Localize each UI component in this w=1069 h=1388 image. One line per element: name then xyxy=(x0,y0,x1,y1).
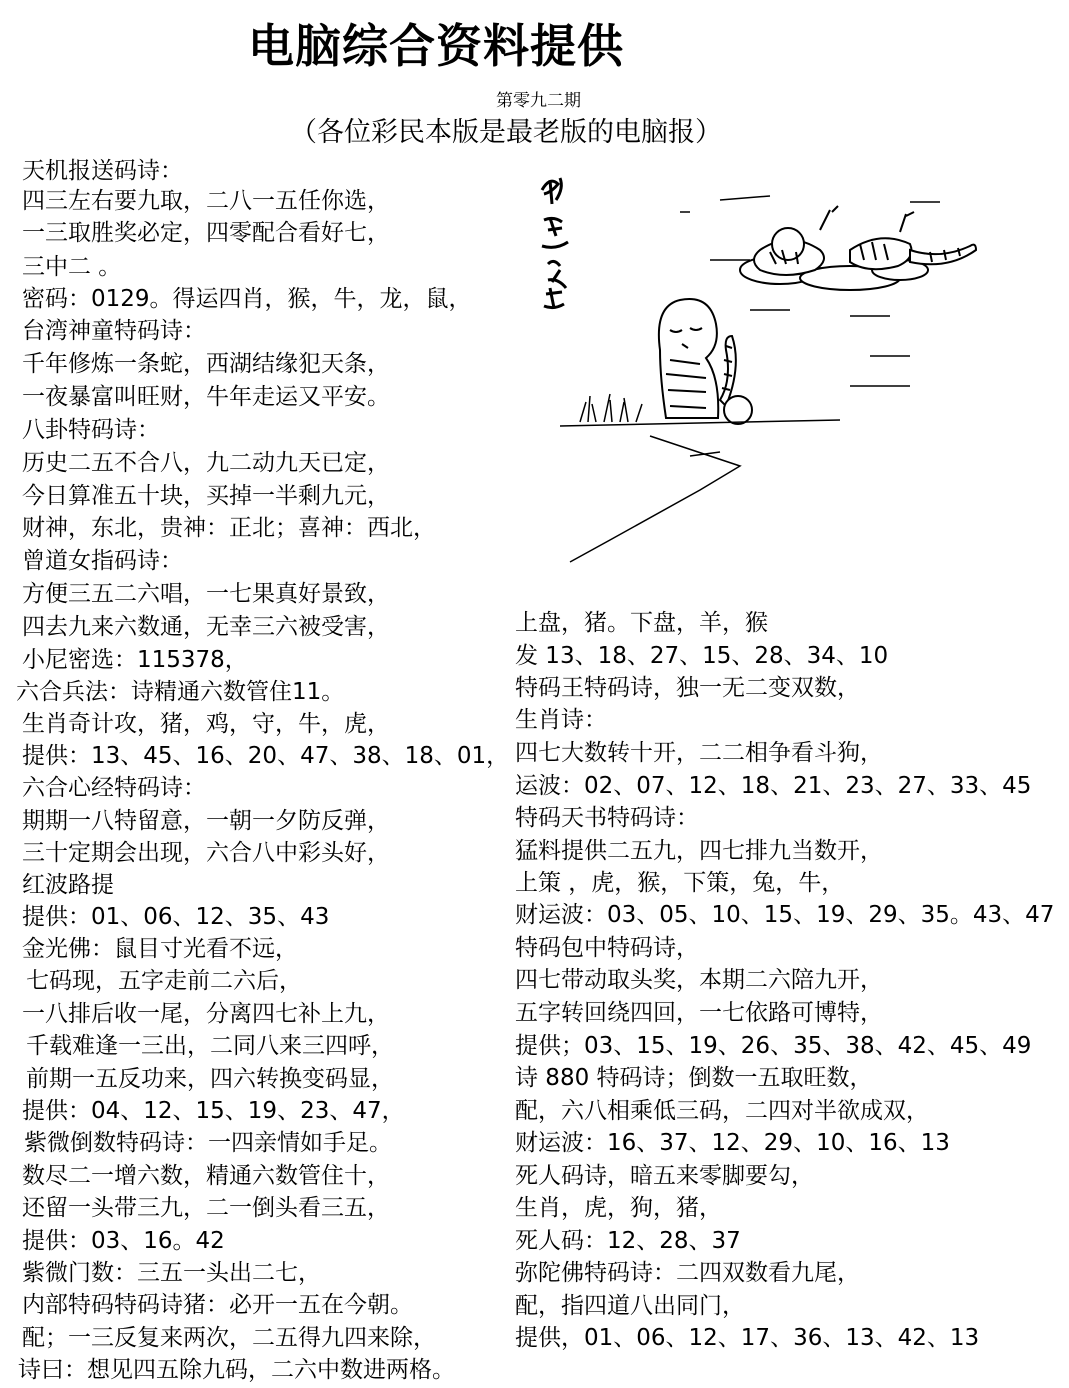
right-line: 死人码诗，暗五来零脚要勾， xyxy=(515,1163,814,1189)
right-line: 上盘，猪。下盘，羊，猴 xyxy=(515,610,768,636)
left-line: 曾道女指码诗： xyxy=(22,548,183,574)
right-line: 生肖，虎，狗，猪， xyxy=(515,1195,722,1221)
left-line: 生肖奇计攻，猪，鸡，守，牛，虎， xyxy=(22,711,390,737)
left-line: 内部特码特码诗猪：必开一五在今朝。 xyxy=(22,1292,413,1318)
left-line: 配；一三反复来两次，二五得九四来除， xyxy=(22,1325,436,1351)
right-line: 弥陀佛特码诗：二四双数看九尾， xyxy=(515,1260,860,1286)
left-line: 台湾神童特码诗： xyxy=(22,318,206,344)
left-line: 四去九来六数通，无幸三六被受害， xyxy=(22,614,390,640)
left-line: 数尽二一增六数，精通六数管住十， xyxy=(22,1163,390,1189)
left-line: 诗曰：想见四五除九码，二六中数进两格。 xyxy=(18,1357,455,1383)
right-line: 上策 ，虎，猴，下策，兔，牛， xyxy=(515,870,845,896)
right-line: 五字转回绕四回，一七依路可博特， xyxy=(515,1000,883,1026)
right-line: 运波：02、07、12、18、21、23、27、33、45 xyxy=(515,773,1032,799)
left-line: 密码：0129。得运四肖，猴，牛，龙，鼠， xyxy=(22,286,472,312)
right-line: 特码王特码诗，独一无二变双数， xyxy=(515,675,860,701)
left-line: 财神，东北，贵神：正北；喜神：西北， xyxy=(22,515,436,541)
left-line: 紫微门数：三五一头出二七， xyxy=(22,1260,321,1286)
right-line: 死人码：12、28、37 xyxy=(515,1228,741,1254)
left-line: 一八排后收一尾，分离四七补上九， xyxy=(22,1001,390,1027)
left-line: 提供：04、12、15、19、23、47， xyxy=(22,1098,405,1124)
right-line: 特码包中特码诗， xyxy=(515,935,699,961)
left-line: 提供：03、16。42 xyxy=(22,1228,225,1254)
left-line: 前期一五反功来，四六转换变码显， xyxy=(26,1066,394,1092)
page-title: 电脑综合资料提供 xyxy=(248,19,624,73)
left-line: 还留一头带三九，二一倒头看三五， xyxy=(22,1195,390,1221)
left-line: 四三左右要九取，二八一五任你选， xyxy=(22,188,390,214)
left-line: 天机报送码诗： xyxy=(22,158,183,184)
right-line: 四七大数转十开，二二相争看斗狗， xyxy=(515,740,883,766)
right-line: 配，六八相乘低三码，二四对半欲成双， xyxy=(515,1098,929,1124)
subtitle: （各位彩民本版是最老版的电脑报） xyxy=(290,117,722,148)
left-line: 千年修炼一条蛇，西湖结缘犯天条， xyxy=(22,351,390,377)
left-line: 期期一八特留意，一朝一夕防反弹， xyxy=(22,808,390,834)
left-line: 提供：13、45、16、20、47、38、18、01， xyxy=(22,743,510,769)
left-line: 六合兵法：诗精通六数管住11。 xyxy=(16,679,345,705)
right-line: 生肖诗： xyxy=(515,707,607,733)
right-line: 诗 880 特码诗；倒数一五取旺数， xyxy=(515,1065,873,1091)
tiger-cubs-illustration-icon xyxy=(520,160,990,580)
right-line: 发 13、18、27、15、28、34、10 xyxy=(515,643,889,669)
left-line: 一三取胜奖必定，四零配合看好七， xyxy=(22,220,390,246)
left-line: 金光佛：鼠目寸光看不远， xyxy=(22,936,298,962)
left-line: 方便三五二六唱，一七果真好景致， xyxy=(22,581,390,607)
left-line: 八卦特码诗： xyxy=(22,417,160,443)
right-line: 财运波：03、05、10、15、19、29、35。43、47 xyxy=(515,902,1055,928)
left-line: 小尼密选：115378， xyxy=(22,647,248,673)
left-line: 提供：01、06、12、35、43 xyxy=(22,904,330,930)
left-line: 三中二 。 xyxy=(22,254,122,280)
right-line: 提供；03、15、19、26、35、38、42、45、49 xyxy=(515,1033,1032,1059)
left-line: 紫微倒数特码诗：一四亲情如手足。 xyxy=(24,1130,392,1156)
right-line: 特码天书特码诗： xyxy=(515,805,699,831)
artist-signature xyxy=(542,178,568,308)
left-line: 一夜暴富叫旺财，牛年走运又平安。 xyxy=(22,384,390,410)
right-line: 配，指四道八出同门， xyxy=(515,1293,745,1319)
left-line: 今日算准五十块，买掉一半剩九元， xyxy=(22,483,390,509)
right-line: 提供，01、06、12、17、36、13、42、13 xyxy=(515,1325,980,1351)
left-line: 七码现，五字走前二六后， xyxy=(26,968,302,994)
right-line: 财运波：16、37、12、29、10、16、13 xyxy=(515,1130,950,1156)
left-line: 六合心经特码诗： xyxy=(22,775,206,801)
issue-number: 第零九二期 xyxy=(496,91,581,111)
right-line: 四七带动取头奖，本期二六陪九开， xyxy=(515,967,883,993)
left-line: 千载难逢一三出，二同八来三四呼， xyxy=(26,1033,394,1059)
left-line: 历史二五不合八，九二动九天已定， xyxy=(22,450,390,476)
left-line: 三十定期会出现，六合八中彩头好， xyxy=(22,840,390,866)
left-line: 红波路提 xyxy=(22,872,114,898)
right-line: 猛料提供二五九，四七排九当数开， xyxy=(515,838,883,864)
